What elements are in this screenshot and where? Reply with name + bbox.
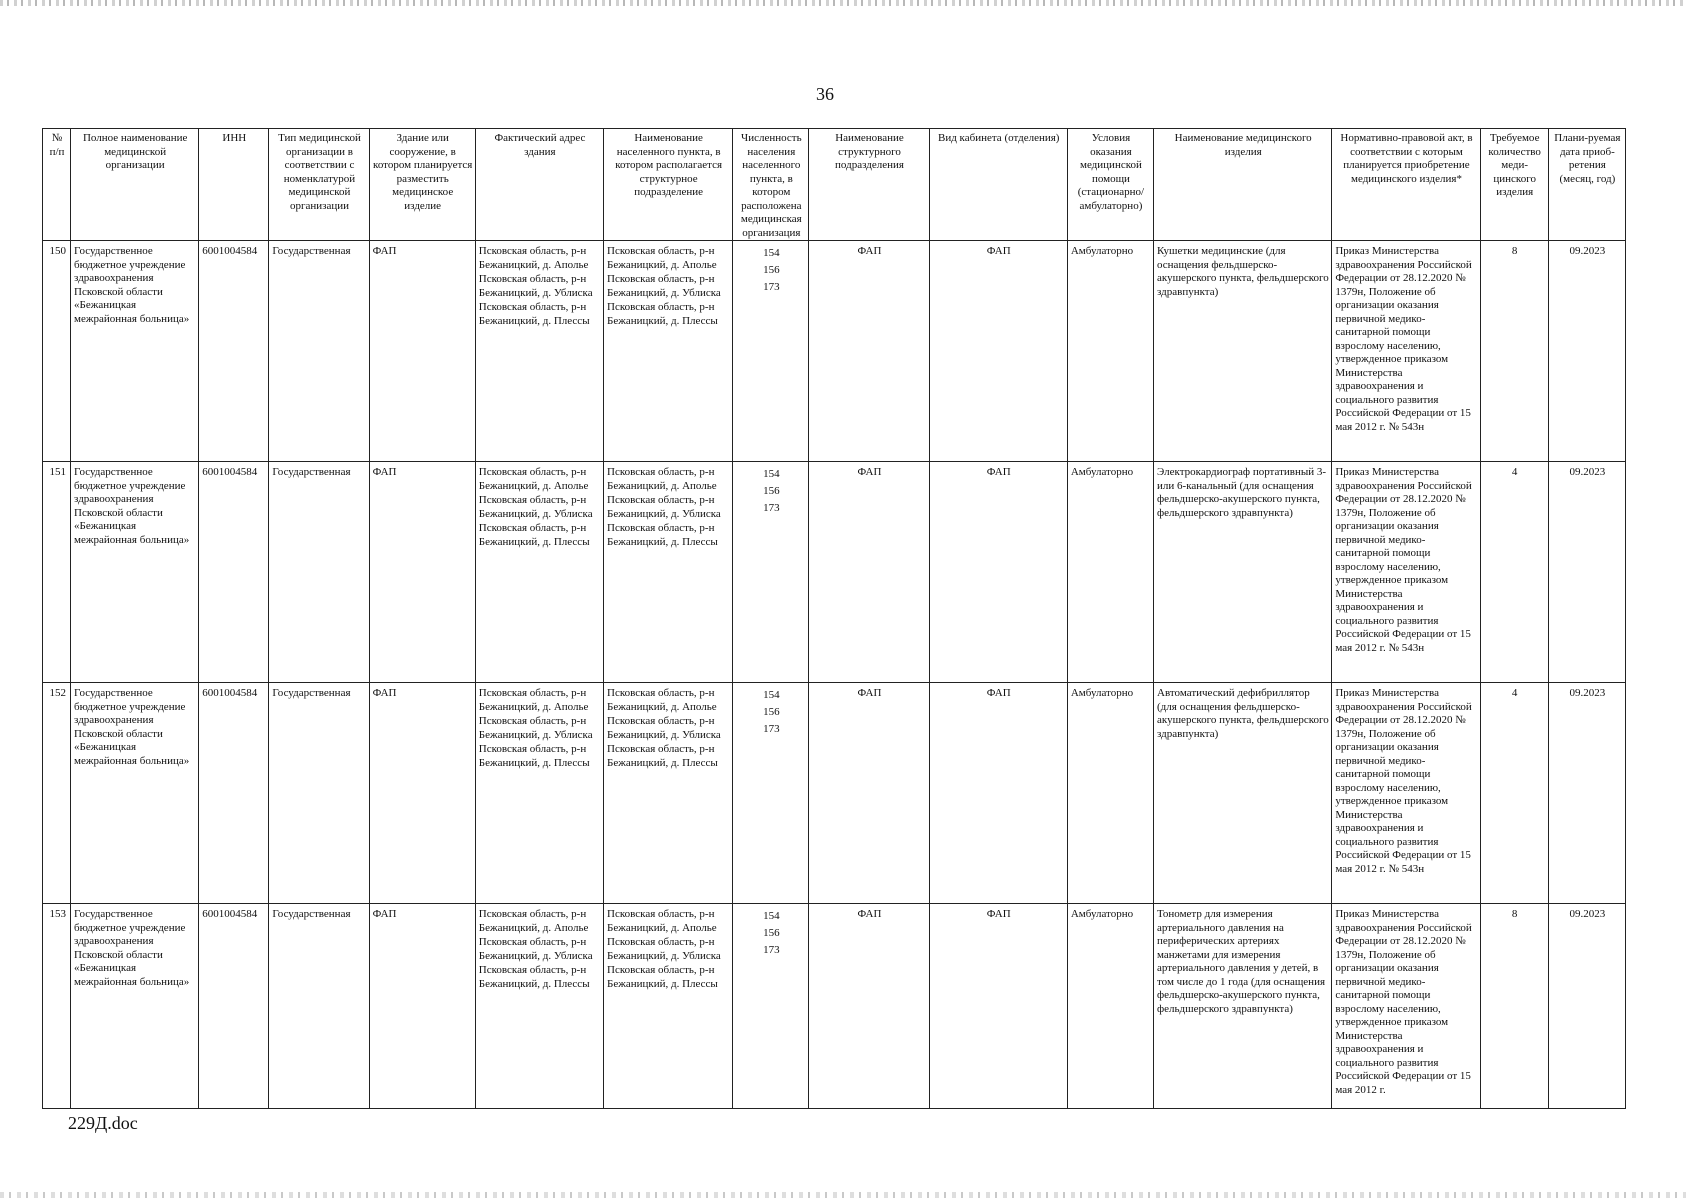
row-number: 151 — [43, 462, 71, 683]
header-building: Здание или сооружение, в котором планируется разместить медицинское изделие — [369, 129, 475, 241]
device-name-cell: Кушетки медицинские (для оснащения фельдшерско-акушерского пункта, фельдшерского здравпункта) — [1154, 241, 1332, 462]
locality-cell — [604, 241, 733, 462]
address-line: Псковская область, р-н Бежаницкий, д. Плессы — [478, 964, 590, 990]
cabinet-type-cell: ФАП — [929, 241, 1067, 462]
care-conditions-cell: Амбулаторно — [1067, 683, 1153, 904]
org-name-cell: Государственное бюджетное учреждение здравоохранения Псковской области «Бежаницкая межрайонная больница» — [71, 904, 199, 1109]
address-line: Псковская область, р-н Бежаницкий, д. Аполье — [478, 687, 589, 713]
header-device-name: Наименование медицинского изделия — [1154, 129, 1332, 241]
subdivision-cell: ФАП — [809, 904, 929, 1109]
planned-date-cell: 09.2023 — [1548, 904, 1625, 1109]
header-org-name: Полное наименование медицинской организации — [71, 129, 199, 241]
address-line: Псковская область, р-н Бежаницкий, д. Аполье — [478, 908, 589, 934]
locality-line: Псковская область, р-н Бежаницкий, д. Ублиска — [607, 936, 721, 962]
org-type-cell: Государственная — [269, 241, 369, 462]
address-line: Псковская область, р-н Бежаницкий, д. Аполье — [478, 466, 589, 492]
quantity-cell: 8 — [1480, 241, 1548, 462]
inn-cell: 6001004584 — [199, 683, 269, 904]
address-line: Псковская область, р-н Бежаницкий, д. Ублиска — [478, 936, 593, 962]
population-value: 154 — [763, 468, 780, 480]
population-cell — [733, 241, 809, 462]
population-value: 156 — [763, 485, 780, 497]
header-org-type: Тип медицинской организации в соответствии с номенклатурой медицинской организации — [269, 129, 369, 241]
locality-line: Псковская область, р-н Бежаницкий, д. Ублиска — [607, 494, 721, 520]
inn-cell: 6001004584 — [199, 904, 269, 1109]
header-inn: ИНН — [199, 129, 269, 241]
legal-act-cell: Приказ Министерства здравоохранения Российской Федерации от 28.12.2020 № 1379н, Положение об организации оказания первичной медико-санитарной помощи взрослому населению, утвержденное приказом Министерства здравоохранения и социального развития Российской Федерации от 15 мая 2012 г. № 543н — [1332, 683, 1480, 904]
address-cell — [475, 904, 603, 1109]
address-line: Псковская область, р-н Бежаницкий, д. Плессы — [478, 743, 590, 769]
header-planned-date: Плани-руемая дата приоб-ретения (месяц, год) — [1548, 129, 1625, 241]
population-value: 156 — [763, 264, 780, 276]
population-value: 156 — [763, 927, 780, 939]
inn-cell: 6001004584 — [199, 241, 269, 462]
org-name-cell: Государственное бюджетное учреждение здравоохранения Псковской области «Бежаницкая межрайонная больница» — [71, 683, 199, 904]
locality-line: Псковская область, р-н Бежаницкий, д. Аполье — [607, 466, 717, 492]
subdivision-cell: ФАП — [809, 683, 929, 904]
care-conditions-cell: Амбулаторно — [1067, 241, 1153, 462]
legal-act-cell: Приказ Министерства здравоохранения Российской Федерации от 28.12.2020 № 1379н, Положение об организации оказания первичной медико-санитарной помощи взрослому населению, утвержденное приказом Министерства здравоохранения и социального развития Российской Федерации от 15 мая 2012 г. № 543н — [1332, 241, 1480, 462]
header-locality: Наименование населенного пункта, в котором располагается структурное подразделение — [604, 129, 733, 241]
cabinet-type-cell: ФАП — [929, 462, 1067, 683]
care-conditions-cell: Амбулаторно — [1067, 462, 1153, 683]
locality-line: Псковская область, р-н Бежаницкий, д. Ублиска — [607, 715, 721, 741]
header-actual-address: Фактический адрес здания — [475, 129, 603, 241]
population-value: 173 — [763, 723, 780, 735]
address-cell — [475, 241, 603, 462]
address-line: Псковская область, р-н Бежаницкий, д. Ублиска — [478, 715, 593, 741]
locality-line: Псковская область, р-н Бежаницкий, д. Аполье — [607, 245, 717, 271]
population-cell — [733, 683, 809, 904]
population-cell — [733, 904, 809, 1109]
org-type-cell: Государственная — [269, 462, 369, 683]
row-number: 150 — [43, 241, 71, 462]
cabinet-type-cell: ФАП — [929, 683, 1067, 904]
row-number: 153 — [43, 904, 71, 1109]
locality-cell — [604, 462, 733, 683]
building-cell: ФАП — [369, 904, 475, 1109]
locality-line: Псковская область, р-н Бежаницкий, д. Аполье — [607, 687, 717, 713]
locality-line: Псковская область, р-н Бежаницкий, д. Плессы — [607, 964, 718, 990]
inn-cell: 6001004584 — [199, 462, 269, 683]
locality-cell — [604, 683, 733, 904]
device-name-cell: Электрокардиограф портативный 3- или 6-канальный (для оснащения фельдшерско-акушерского пункта, фельдшерского здравпункта) — [1154, 462, 1332, 683]
population-value: 173 — [763, 281, 780, 293]
address-line: Псковская область, р-н Бежаницкий, д. Плессы — [478, 522, 590, 548]
address-cell — [475, 462, 603, 683]
table-header-row — [43, 129, 1626, 241]
table-row — [43, 241, 1626, 462]
locality-line: Псковская область, р-н Бежаницкий, д. Плессы — [607, 743, 718, 769]
header-population: Численность населения населенного пункта, в котором расположена медицинская организация — [733, 129, 809, 241]
legal-act-cell: Приказ Министерства здравоохранения Российской Федерации от 28.12.2020 № 1379н, Положение об организации оказания первичной медико-санитарной помощи взрослому населению, утвержденное приказом Министерства здравоохранения и социального развития Российской Федерации от 15 мая 2012 г. № 543н — [1332, 462, 1480, 683]
header-care-conditions: Условия оказания медицинской помощи (стационарно/амбулаторно) — [1067, 129, 1153, 241]
population-value: 154 — [763, 247, 780, 259]
legal-act-cell: Приказ Министерства здравоохранения Российской Федерации от 28.12.2020 № 1379н, Положение об организации оказания первичной медико-санитарной помощи взрослому населению, утвержденное приказом Министерства здравоохранения и социального развития Российской Федерации от 15 мая 2012 г. — [1332, 904, 1480, 1109]
population-cell — [733, 462, 809, 683]
address-line: Псковская область, р-н Бежаницкий, д. Ублиска — [478, 494, 593, 520]
building-cell: ФАП — [369, 241, 475, 462]
subdivision-cell: ФАП — [809, 462, 929, 683]
population-value: 154 — [763, 689, 780, 701]
planned-date-cell: 09.2023 — [1548, 241, 1625, 462]
building-cell: ФАП — [369, 462, 475, 683]
locality-line: Псковская область, р-н Бежаницкий, д. Плессы — [607, 301, 718, 327]
org-name-cell: Государственное бюджетное учреждение здравоохранения Псковской области «Бежаницкая межрайонная больница» — [71, 462, 199, 683]
locality-cell — [604, 904, 733, 1109]
locality-line: Псковская область, р-н Бежаницкий, д. Плессы — [607, 522, 718, 548]
population-value: 156 — [763, 706, 780, 718]
subdivision-cell: ФАП — [809, 241, 929, 462]
address-line: Псковская область, р-н Бежаницкий, д. Аполье — [478, 245, 589, 271]
device-name-cell: Автоматический дефибриллятор (для оснащения фельдшерско-акушерского пункта, фельдшерского здравпункта) — [1154, 683, 1332, 904]
address-cell — [475, 683, 603, 904]
quantity-cell: 4 — [1480, 683, 1548, 904]
cabinet-type-cell: ФАП — [929, 904, 1067, 1109]
header-no: № п/п — [43, 129, 71, 241]
header-legal-act: Нормативно-правовой акт, в соответствии с которым планируется приобретение медицинского изделия* — [1332, 129, 1480, 241]
header-subdivision: Наименование структурного подразделения — [809, 129, 929, 241]
quantity-cell: 8 — [1480, 904, 1548, 1109]
planned-date-cell: 09.2023 — [1548, 462, 1625, 683]
org-type-cell: Государственная — [269, 683, 369, 904]
care-conditions-cell: Амбулаторно — [1067, 904, 1153, 1109]
page-number: 36 — [816, 84, 834, 104]
planned-date-cell: 09.2023 — [1548, 683, 1625, 904]
org-type-cell: Государственная — [269, 904, 369, 1109]
org-name-cell: Государственное бюджетное учреждение здравоохранения Псковской области «Бежаницкая межрайонная больница» — [71, 241, 199, 462]
population-value: 173 — [763, 502, 780, 514]
header-cabinet-type: Вид кабинета (отделения) — [929, 129, 1067, 241]
building-cell: ФАП — [369, 683, 475, 904]
scan-artifact-bottom — [0, 1192, 1686, 1198]
population-value: 154 — [763, 910, 780, 922]
locality-line: Псковская область, р-н Бежаницкий, д. Ублиска — [607, 273, 721, 299]
medical-equipment-table — [42, 128, 1626, 1109]
address-line: Псковская область, р-н Бежаницкий, д. Ублиска — [478, 273, 593, 299]
population-value: 173 — [763, 944, 780, 956]
scan-artifact-top — [0, 0, 1686, 6]
quantity-cell: 4 — [1480, 462, 1548, 683]
table-row — [43, 462, 1626, 683]
footer-filename: 229Д.doc — [68, 1113, 138, 1133]
row-number: 152 — [43, 683, 71, 904]
device-name-cell: Тонометр для измерения артериального давления на периферических артериях манжетами для измерения артериального давления у детей, в том числе до 1 года (для оснащения фельдшерско-акушерского пункта, фельдшерского здравпункта) — [1154, 904, 1332, 1109]
table-row — [43, 683, 1626, 904]
table-row — [43, 904, 1626, 1109]
address-line: Псковская область, р-н Бежаницкий, д. Плессы — [478, 301, 590, 327]
header-quantity: Требуемое количество меди-цинского изделия — [1480, 129, 1548, 241]
locality-line: Псковская область, р-н Бежаницкий, д. Аполье — [607, 908, 717, 934]
